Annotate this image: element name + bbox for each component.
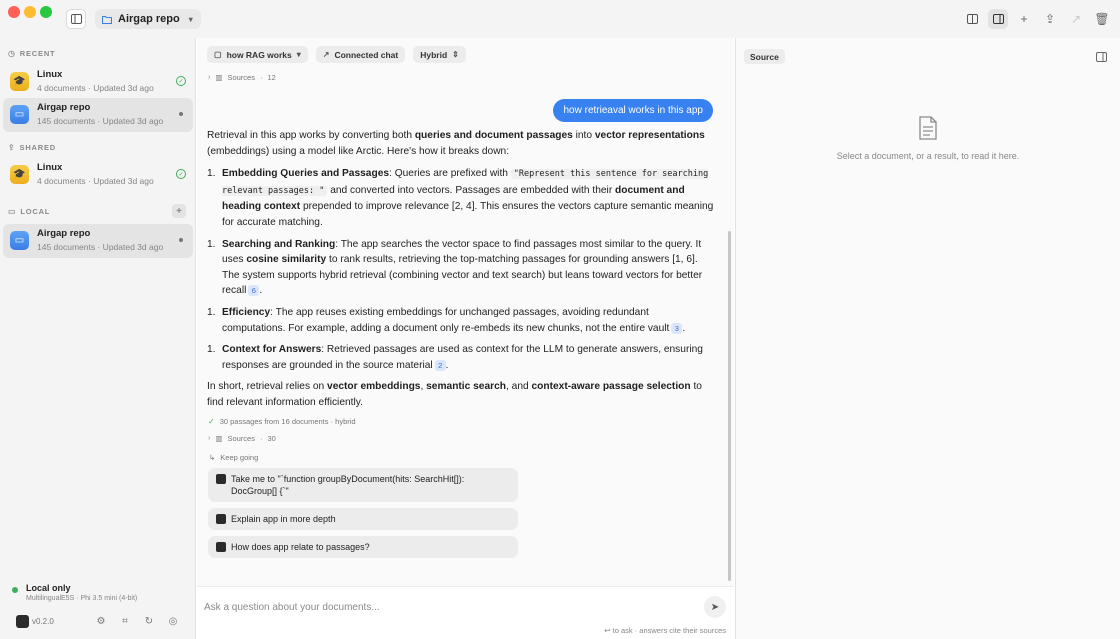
app-logo-icon [216,514,226,524]
answer-intro: Retrieval in this app works by converting both queries and document passages into vector representations (embeddings) using a model like Arctic. Here's how it breaks down: [207,130,705,157]
columns-icon [967,14,978,24]
synced-check-icon: ✓ [176,76,186,86]
chat-panel [197,38,734,639]
chat-bubble-icon: ▢ [214,50,222,59]
document-icon [918,116,938,140]
sidebar-footer-actions [95,615,179,627]
synced-check-icon: ✓ [176,169,186,179]
share-icon: ⇪ [8,143,16,152]
settings-gear-icon[interactable]: ⚙ [96,615,106,627]
collection-meta: 4 documents · Updated 3d ago [37,176,154,186]
folder-icon: ▭ [8,207,17,216]
add-local-collection-button[interactable] [172,204,186,218]
return-arrow-icon: ↳ [209,453,216,462]
book-icon: ▥ [215,73,223,82]
titlebar-actions [962,9,1112,29]
workspace-name: Airgap repo [118,13,180,25]
right-panel-icon [993,14,1004,24]
source-panel [735,38,1120,639]
app-logo-icon [216,542,226,552]
question-input[interactable] [204,599,684,615]
open-external-button[interactable] [1066,9,1086,29]
share-icon: ⇪ [1044,12,1056,26]
close-window-button[interactable] [8,6,20,18]
check-icon: ✓ [208,417,215,426]
sources-count: 12 [267,73,276,82]
collection-meta: 145 documents · Updated 3d ago [37,116,164,126]
collection-name: Linux [37,162,63,173]
sidebar-icon [71,14,82,24]
app-version: v0.2.0 [32,617,54,626]
sources-toggle-top[interactable]: › ▥ Sources · 12 [208,73,276,82]
sidebar [0,38,196,639]
chevron-right-icon: › [208,74,211,81]
list-item: 1. Embedding Queries and Passages: Queries are prefixed with "Represent this sentence for searching relevant passages: " and converted into vectors. Passages are embedded with their document and heading context prepended to improve relevance [2, 4]. This ensures the vectors capture semantic meaning for accurate matching. [207,168,714,228]
zoom-window-button[interactable] [40,6,52,18]
send-button[interactable] [704,596,726,618]
source-tab[interactable]: Source [744,49,785,64]
connected-chat-chip[interactable]: ↗ Connected chat [316,46,405,63]
graduation-cap-icon: 🎓 [10,72,29,91]
collection-item-linux-shared[interactable] [3,158,193,192]
inline-code: "Represent this sentence for searching relevant passages: " [222,169,709,196]
list-item: 1. Searching and Ranking: The app searches the vector space to find passages most similar to the query. It uses cosine similarity to rank results, retrieving the top-matching passages for grounding answers [1, 6]. The system supports hybrid retrieval (combining vector and text search) but leans toward vectors for better recall 6 . [207,238,703,297]
send-icon: ➤ [710,601,720,613]
user-message: how retrieaval works in this app [553,99,713,122]
chevron-down-icon: ▾ [188,14,193,24]
chevron-down-icon: ▾ [296,50,301,59]
arrow-up-right-icon: ↗ [322,50,330,59]
sidebar-toggle-button[interactable] [66,9,86,29]
app-logo-icon [16,615,29,628]
book-icon: ▥ [215,434,223,443]
answer-outro: In short, retrieval relies on vector embeddings, semantic search, and context-aware passage selection to find relevant information efficiently. [207,381,702,408]
list-item: 1. Context for Answers: Retrieved passages are used as context for the LLM to generate answers, ensuring responses are grounded in the source material 2 . [207,344,703,371]
export-button[interactable] [1040,9,1060,29]
composer [197,586,734,639]
clock-icon: ◷ [8,49,16,58]
chevron-up-down-icon: ⇕ [452,50,459,59]
suggestion-button[interactable]: How does app relate to passages? [208,536,518,558]
app-logo-icon [216,474,226,484]
status-dot-icon [179,235,186,242]
right-panel-icon [1096,52,1107,62]
sources-toggle-bottom[interactable]: › ▥ Sources · 30 [208,434,276,443]
chevron-right-icon: › [208,435,211,442]
suggestion-button[interactable]: Take me to "`function groupByDocument(hits: SearchHit[]): DocGroup[] {`" [208,468,518,502]
split-view-button[interactable] [962,9,982,29]
collection-meta: 4 documents · Updated 3d ago [37,83,154,93]
collection-name: Airgap repo [37,102,91,113]
chat-scrollbar[interactable] [728,231,731,581]
sync-icon[interactable]: ↻ [144,615,154,627]
sources-count: 30 [267,434,276,443]
collection-name: Linux [37,69,63,80]
panel-toggle-button[interactable] [1096,52,1107,65]
list-item: 1. Efficiency: The app reuses existing embeddings for unchanged passages, avoiding redundant computations. For example, adding a document only re-embeds its new chunks, not the entire vault 3 . [207,306,686,334]
plus-icon: + [1020,12,1028,26]
status-dot-icon [179,109,186,116]
titlebar [0,0,1120,38]
recent-section-label: ◷ RECENT [8,49,56,58]
keep-going-label: ↳ Keep going [209,453,259,462]
retrieval-meta: ✓ 30 passages from 16 documents · hybrid [208,417,356,426]
minimize-window-button[interactable] [24,6,36,18]
collection-name: Airgap repo [37,228,91,239]
trash-icon: 🗑 [1094,12,1110,26]
collection-item-linux-recent[interactable] [3,65,193,99]
suggestion-button[interactable]: Explain app in more depth [208,508,518,530]
workspace-selector[interactable] [95,9,201,29]
online-status-dot [12,587,18,593]
model-status-title: Local only [26,583,71,593]
help-icon[interactable]: ◎ [168,615,178,627]
empty-state-text: Select a document, or a result, to read it here. [836,151,1020,161]
composer-hint: ↩ to ask · answers cite their sources [604,626,726,635]
topic-chip[interactable]: ▢ how RAG works ▾ [207,46,308,63]
local-section-label: ▭ LOCAL [8,207,51,216]
chat-toolbar [207,46,466,63]
collection-item-airgap-recent[interactable] [3,98,193,132]
assistant-answer [207,128,715,418]
citation-badge[interactable]: 2 [435,360,446,371]
model-status-subtitle: MultilingualE5S · Phi 3.5 mini (4-bit) [26,595,138,602]
answer-list [207,166,715,373]
search-mode-select[interactable]: Hybrid ⇕ [413,46,466,63]
plus-icon: + [176,205,182,217]
source-panel-toggle-button[interactable] [988,9,1008,29]
folder-icon [102,15,112,24]
collection-item-airgap-local[interactable] [3,224,193,258]
delete-button[interactable] [1092,9,1112,29]
citation-badge[interactable]: 3 [671,323,682,334]
sidebar-footer [16,615,54,628]
citation-badge[interactable]: 6 [248,285,259,296]
shared-section-label: ⇪ SHARED [8,143,56,152]
folder-icon: ▭ [10,105,29,124]
external-link-icon: ↗ [1070,12,1082,26]
new-chat-button[interactable] [1014,9,1034,29]
scan-icon[interactable]: ⌗ [122,615,128,627]
folder-icon: ▭ [10,231,29,250]
collection-meta: 145 documents · Updated 3d ago [37,242,164,252]
graduation-cap-icon: 🎓 [10,165,29,184]
